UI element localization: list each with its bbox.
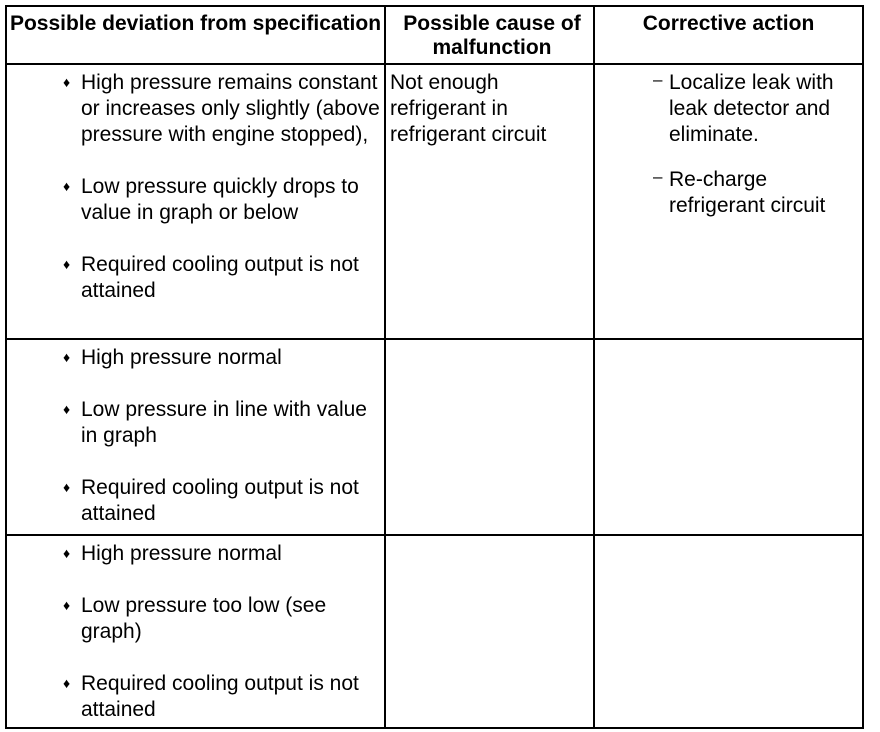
- deviation-cell: [6, 64, 385, 339]
- action-cell: [594, 339, 863, 535]
- table-header-row: [6, 6, 863, 64]
- deviation-item: [59, 475, 384, 527]
- deviation-text: Required cooling output is not attained: [81, 672, 359, 721]
- bullet-icon: ♦: [63, 256, 71, 272]
- action-cell: [594, 535, 863, 728]
- dash-icon: –: [653, 167, 663, 186]
- cause-cell: [385, 339, 594, 535]
- deviation-cell: [6, 339, 385, 535]
- table-row: [6, 339, 863, 535]
- deviation-list: [7, 536, 384, 723]
- cause-text: [386, 536, 593, 541]
- diagnosis-table: [5, 5, 864, 729]
- header-cause: [385, 6, 594, 64]
- action-text: Re-charge refrigerant circuit: [669, 168, 826, 217]
- bullet-icon: ♦: [63, 349, 71, 365]
- cause-text: [386, 340, 593, 345]
- deviation-item: [59, 70, 384, 148]
- deviation-text: Low pressure too low (see graph): [81, 594, 327, 643]
- action-cell: [594, 64, 863, 339]
- deviation-text: Required cooling output is not attained: [81, 253, 359, 302]
- deviation-item: [59, 397, 384, 449]
- dash-icon: –: [653, 70, 663, 89]
- deviation-text: High pressure normal: [81, 542, 282, 565]
- cause-cell: [385, 535, 594, 728]
- header-deviation: Possible deviation from specification: [6, 6, 385, 64]
- bullet-icon: ♦: [63, 675, 71, 691]
- action-item: [653, 70, 862, 148]
- deviation-item: [59, 174, 384, 226]
- action-text: Localize leak with leak detector and eliminate.: [669, 71, 834, 146]
- deviation-item: [59, 252, 384, 304]
- bullet-icon: ♦: [63, 178, 71, 194]
- deviation-list: [7, 340, 384, 527]
- bullet-icon: ♦: [63, 74, 71, 90]
- bullet-icon: ♦: [63, 545, 71, 561]
- deviation-item: [59, 345, 384, 371]
- deviation-text: High pressure remains constant or increases only slightly (above pressure with engine stopped),: [81, 71, 380, 146]
- cause-text: Not enough refrigerant in refrigerant circuit: [390, 71, 547, 146]
- action-list: [595, 65, 862, 219]
- deviation-text: Low pressure quickly drops to value in graph or below: [81, 175, 359, 224]
- deviation-list: [7, 65, 384, 304]
- deviation-cell: [6, 535, 385, 728]
- bullet-icon: ♦: [63, 401, 71, 417]
- action-item: [653, 167, 862, 219]
- deviation-text: Low pressure in line with value in graph: [81, 398, 367, 447]
- table-row: [6, 535, 863, 728]
- diagnosis-table-container: [5, 5, 862, 727]
- deviation-item: [59, 593, 384, 645]
- deviation-item: [59, 541, 384, 567]
- deviation-item: [59, 671, 384, 723]
- table-row: [6, 64, 863, 339]
- header-cause-text: Possible cause of malfunction: [403, 12, 581, 59]
- cause-cell: [385, 64, 594, 339]
- bullet-icon: ♦: [63, 479, 71, 495]
- bullet-icon: ♦: [63, 597, 71, 613]
- header-action: Corrective action: [594, 6, 863, 64]
- deviation-text: Required cooling output is not attained: [81, 476, 359, 525]
- deviation-text: High pressure normal: [81, 346, 282, 369]
